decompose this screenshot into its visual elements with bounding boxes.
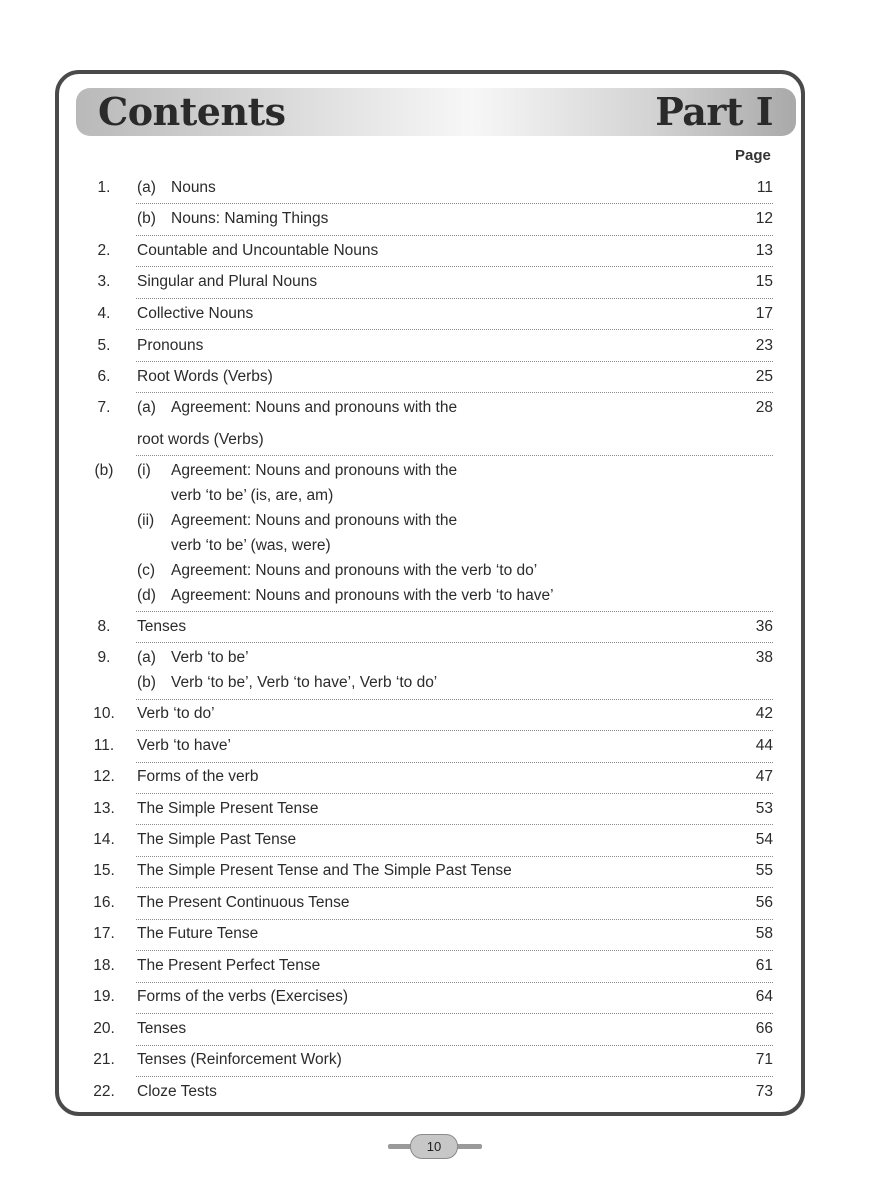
entry-title: The Present Perfect Tense — [137, 957, 321, 974]
entry-sub-label: (a) — [137, 649, 156, 666]
page-title: Contents — [98, 89, 286, 134]
entry-title: Agreement: Nouns and pronouns with the verb ‘to do’ — [171, 562, 538, 579]
dotted-divider — [136, 203, 773, 204]
entry-page-number: 66 — [755, 1020, 773, 1037]
entry-number: 18. — [93, 957, 115, 974]
entry-sub-label: (b) — [137, 210, 156, 227]
entry-number: 9. — [97, 649, 111, 666]
entry-number: 11. — [93, 737, 115, 754]
entry-page-number: 56 — [755, 894, 773, 911]
entry-title: The Future Tense — [137, 925, 259, 942]
dotted-divider — [136, 856, 773, 857]
entry-title: Root Words (Verbs) — [137, 368, 273, 385]
entry-number: 22. — [93, 1083, 115, 1100]
entry-title: Singular and Plural Nouns — [137, 273, 318, 290]
dotted-divider — [136, 730, 773, 731]
entry-title: Tenses (Reinforcement Work) — [137, 1051, 342, 1068]
entry-sub-label: (d) — [137, 587, 156, 604]
dotted-divider — [136, 266, 773, 267]
dotted-divider — [136, 1045, 773, 1046]
entry-number: 17. — [93, 925, 115, 942]
entry-page-number: 61 — [755, 957, 773, 974]
entry-sub-label: (a) — [137, 179, 156, 196]
entry-page-number: 38 — [755, 649, 773, 666]
entry-sub-label: (i) — [137, 462, 151, 479]
entry-title: root words (Verbs) — [137, 431, 264, 448]
entry-page-number: 17 — [755, 305, 773, 322]
entry-number: 16. — [93, 894, 115, 911]
entry-number: 14. — [93, 831, 115, 848]
entry-page-number: 11 — [756, 179, 773, 196]
dotted-divider — [136, 793, 773, 794]
entry-page-number: 13 — [755, 242, 773, 259]
entry-number: 20. — [93, 1020, 115, 1037]
entry-number: 15. — [93, 862, 115, 879]
entry-page-number: 55 — [755, 862, 773, 879]
entry-title: Forms of the verbs (Exercises) — [137, 988, 349, 1005]
entry-number: 3. — [97, 273, 111, 290]
entry-title: Verb ‘to be’, Verb ‘to have’, Verb ‘to do’ — [171, 674, 438, 691]
dotted-divider — [136, 329, 773, 330]
entry-number: 6. — [97, 368, 111, 385]
entry-title: Agreement: Nouns and pronouns with the — [171, 462, 458, 479]
entry-number: 19. — [93, 988, 115, 1005]
entry-number: 21. — [93, 1051, 115, 1068]
entry-title: Pronouns — [137, 337, 204, 354]
dotted-divider — [136, 1076, 773, 1077]
entry-title: Countable and Uncountable Nouns — [137, 242, 379, 259]
entry-page-number: 25 — [755, 368, 773, 385]
dotted-divider — [136, 824, 773, 825]
entry-number: (b) — [94, 462, 114, 479]
entry-title: Agreement: Nouns and pronouns with the verb ‘to have’ — [171, 587, 554, 604]
page-number-badge: 10 — [410, 1134, 458, 1159]
entry-sub-label: (a) — [137, 399, 156, 416]
entry-number: 13. — [93, 800, 115, 817]
entry-page-number: 28 — [755, 399, 773, 416]
dotted-divider — [136, 611, 773, 612]
dotted-divider — [136, 950, 773, 951]
entry-number: 12. — [93, 768, 115, 785]
entry-title: Forms of the verb — [137, 768, 259, 785]
entry-page-number: 53 — [755, 800, 773, 817]
entry-title: Agreement: Nouns and pronouns with the — [171, 512, 458, 529]
entry-page-number: 54 — [755, 831, 773, 848]
page-column-header: Page — [735, 147, 771, 164]
part-label: Part I — [655, 89, 773, 134]
entry-title: Nouns: Naming Things — [171, 210, 329, 227]
entry-page-number: 58 — [755, 925, 773, 942]
entry-sub-label: (b) — [137, 674, 156, 691]
dotted-divider — [136, 392, 773, 393]
entry-number: 2. — [97, 242, 111, 259]
entry-title: verb ‘to be’ (was, were) — [171, 537, 331, 554]
entry-page-number: 15 — [755, 273, 773, 290]
dotted-divider — [136, 361, 773, 362]
dotted-divider — [136, 298, 773, 299]
entry-title: verb ‘to be’ (is, are, am) — [171, 487, 334, 504]
dotted-divider — [136, 699, 773, 700]
entry-page-number: 44 — [755, 737, 773, 754]
entry-number: 7. — [97, 399, 111, 416]
entry-title: Verb ‘to be’ — [171, 649, 249, 666]
entry-title: Tenses — [137, 618, 187, 635]
entry-page-number: 12 — [755, 210, 773, 227]
entry-page-number: 47 — [755, 768, 773, 785]
entry-title: The Simple Present Tense — [137, 800, 319, 817]
entry-title: Verb ‘to do’ — [137, 705, 215, 722]
dotted-divider — [136, 887, 773, 888]
entry-number: 10. — [93, 705, 115, 722]
entry-title: The Simple Present Tense and The Simple Past Tense — [137, 862, 512, 879]
entry-number: 8. — [97, 618, 111, 635]
dotted-divider — [136, 455, 773, 456]
entry-page-number: 73 — [755, 1083, 773, 1100]
dotted-divider — [136, 642, 773, 643]
entry-sub-label: (c) — [137, 562, 156, 579]
entry-title: Tenses — [137, 1020, 187, 1037]
entry-title: Agreement: Nouns and pronouns with the — [171, 399, 458, 416]
entry-page-number: 71 — [755, 1051, 773, 1068]
entry-title: Nouns — [171, 179, 216, 196]
entry-title: The Present Continuous Tense — [137, 894, 350, 911]
dotted-divider — [136, 919, 773, 920]
dotted-divider — [136, 1013, 773, 1014]
dotted-divider — [136, 762, 773, 763]
entry-number: 5. — [97, 337, 111, 354]
dotted-divider — [136, 982, 773, 983]
entry-page-number: 42 — [755, 705, 773, 722]
entry-page-number: 23 — [755, 337, 773, 354]
entry-number: 4. — [97, 305, 111, 322]
entry-title: Collective Nouns — [137, 305, 254, 322]
entry-title: Verb ‘to have’ — [137, 737, 231, 754]
entry-title: Cloze Tests — [137, 1083, 217, 1100]
entry-number: 1. — [97, 179, 111, 196]
entry-page-number: 36 — [755, 618, 773, 635]
entry-sub-label: (ii) — [137, 512, 155, 529]
entry-page-number: 64 — [755, 988, 773, 1005]
dotted-divider — [136, 235, 773, 236]
entry-title: The Simple Past Tense — [137, 831, 297, 848]
